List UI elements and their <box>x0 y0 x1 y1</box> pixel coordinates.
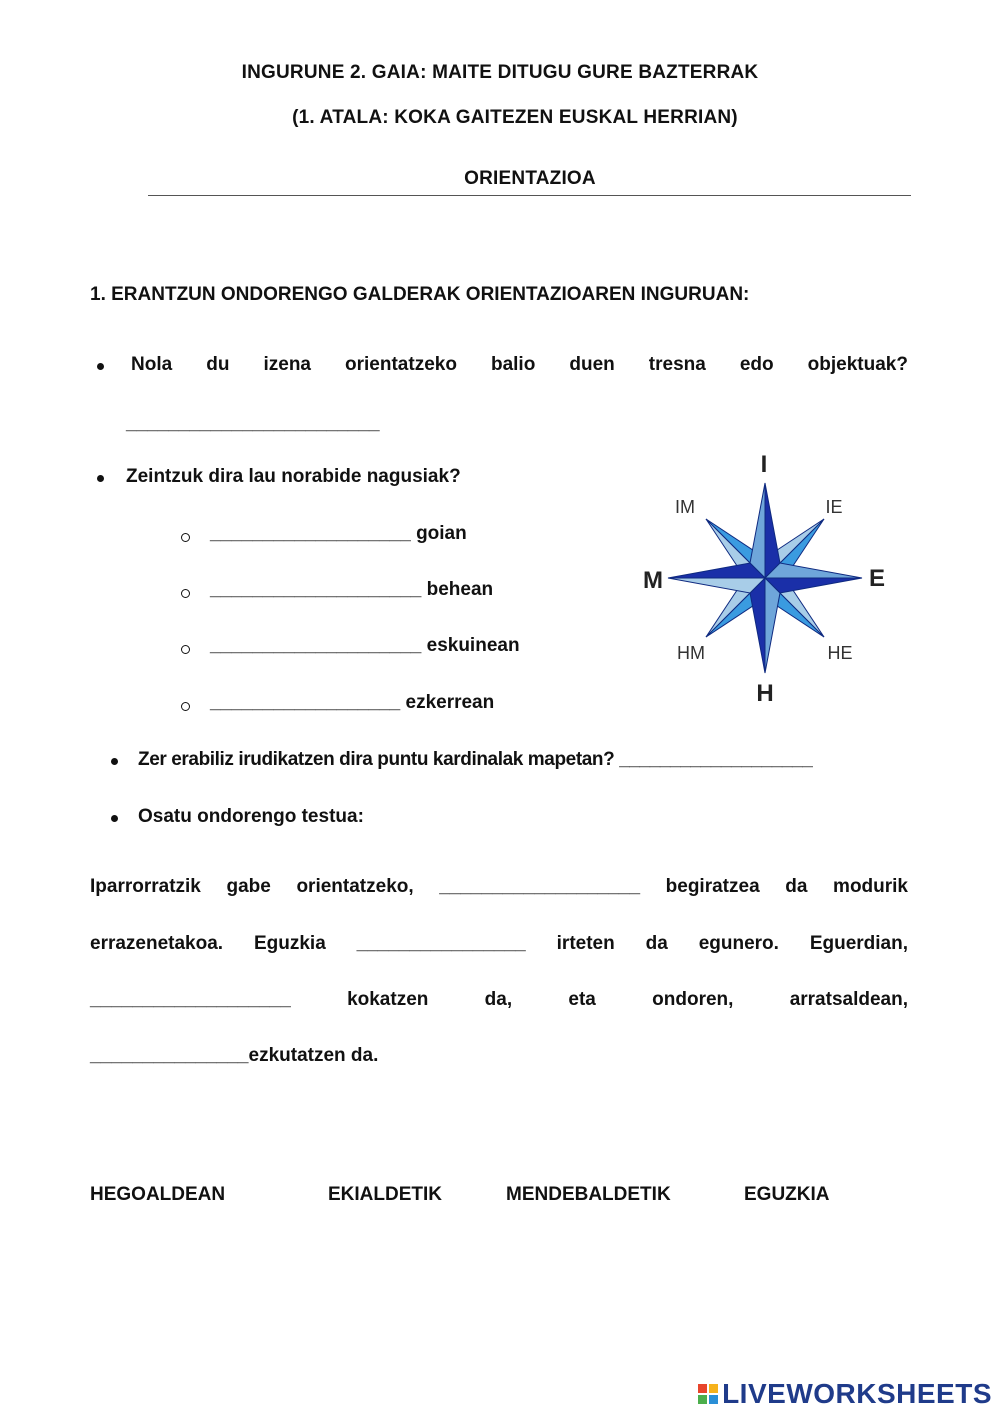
question-1: Nola du izena orientatzeko balio duen tresna edo objektuak? <box>131 354 908 375</box>
logo-mark-icon <box>698 1384 718 1404</box>
header-line-1: INGURUNE 2. GAIA: MAITE DITUGU GURE BAZTERRAK <box>241 62 759 83</box>
fill-blank[interactable]: ___________________ <box>90 989 291 1010</box>
compass-label-west: M <box>643 567 663 594</box>
word-bank-item: EKIALDETIK <box>328 1184 442 1205</box>
paragraph-line-4: _______________ezkutatzen da. <box>90 1045 379 1066</box>
fill-blank[interactable]: ___________________ <box>439 876 641 897</box>
page-title: ORIENTAZIOA <box>464 168 596 189</box>
compass-rose <box>630 445 900 710</box>
sub-bullet <box>181 589 190 598</box>
compass-label-northwest: IM <box>675 497 695 517</box>
compass-label-south: H <box>756 680 774 707</box>
direction-item-behean: ____________________ behean <box>210 579 494 600</box>
sub-bullet <box>181 645 190 654</box>
paragraph-line-3: ___________________ kokatzen da, eta ondoren, arratsaldean, <box>90 989 908 1010</box>
direction-blank[interactable]: ___________________ <box>210 523 411 544</box>
compass-label-north: I <box>760 451 768 478</box>
compass-label-southwest: HM <box>677 643 705 663</box>
bullet <box>97 363 104 370</box>
sub-bullet <box>181 702 190 711</box>
sub-bullet <box>181 533 190 542</box>
question-1-answer-blank[interactable]: ________________________ <box>126 413 380 434</box>
compass-label-northeast: IE <box>825 497 843 517</box>
compass-label-east: E <box>868 565 886 592</box>
logo-square <box>709 1384 718 1393</box>
question-4: Osatu ondorengo testua: <box>138 806 364 827</box>
direction-item-goian: ___________________ goian <box>210 523 467 544</box>
bullet <box>111 815 118 822</box>
bullet <box>97 475 104 482</box>
direction-blank[interactable]: __________________ <box>210 692 401 713</box>
logo-text: LIVEWORKSHEETS <box>722 1378 992 1409</box>
header-line-2: (1. ATALA: KOKA GAITEZEN EUSKAL HERRIAN) <box>292 107 738 128</box>
bullet <box>111 758 118 765</box>
direction-blank[interactable]: ____________________ <box>210 579 422 600</box>
question-2: Zeintzuk dira lau norabide nagusiak? <box>126 466 461 487</box>
logo-square <box>698 1384 707 1393</box>
direction-blank[interactable]: ____________________ <box>210 635 422 656</box>
direction-item-ezkerrean: __________________ ezkerrean <box>210 692 495 713</box>
logo-square <box>698 1395 707 1404</box>
exercise-heading: 1. ERANTZUN ONDORENGO GALDERAK ORIENTAZIOAREN INGURUAN: <box>90 284 750 305</box>
title-underline <box>148 195 911 196</box>
liveworksheets-logo <box>698 1378 992 1410</box>
word-bank-item: HEGOALDEAN <box>90 1184 226 1205</box>
compass-label-southeast: HE <box>827 643 853 663</box>
question-3: Zer erabiliz irudikatzen dira puntu kardinalak mapetan? ___________________ <box>138 749 813 770</box>
word-bank-item: EGUZKIA <box>744 1184 830 1205</box>
direction-item-eskuinean: ____________________ eskuinean <box>210 635 520 656</box>
paragraph-line-2: errazenetakoa. Eguzkia ________________ irteten da egunero. Eguerdian, <box>90 933 908 954</box>
word-bank-item: MENDEBALDETIK <box>506 1184 671 1205</box>
logo-square <box>709 1395 718 1404</box>
paragraph-line-1: Iparrorratzik gabe orientatzeko, ___________________ begiratzea da modurik <box>90 876 908 897</box>
fill-blank[interactable]: ________________ <box>356 933 526 954</box>
